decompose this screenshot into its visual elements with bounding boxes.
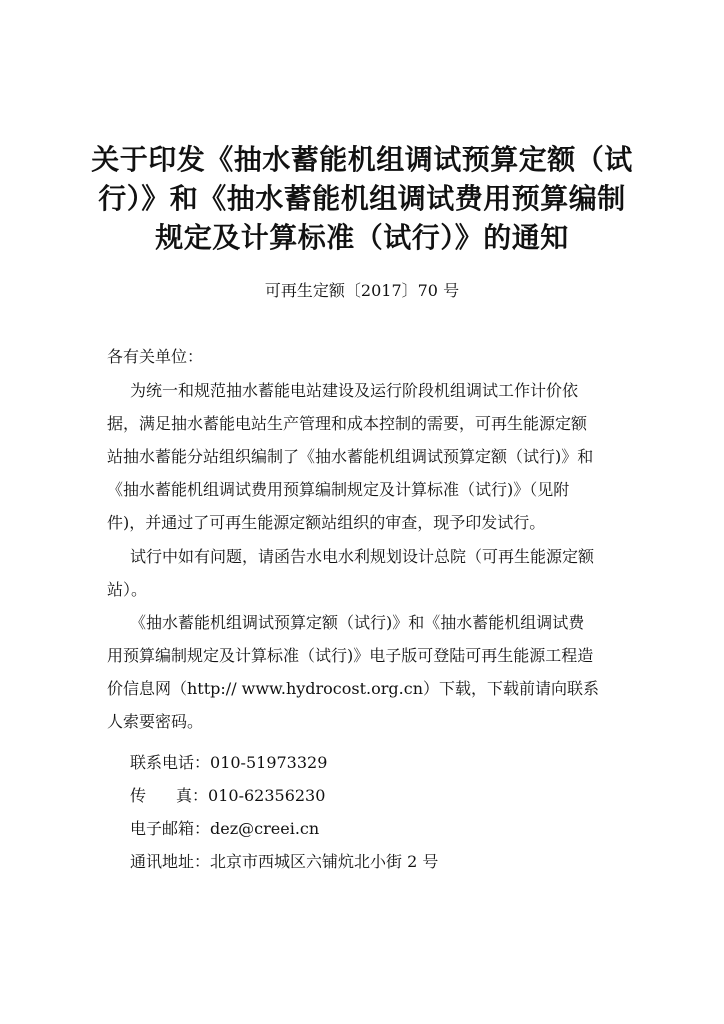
- contact-fax-label-first: 传: [130, 786, 177, 805]
- paragraph-line: 人索要密码。: [107, 712, 204, 731]
- contact-fax-label: [130, 785, 208, 807]
- paragraph-purpose: [107, 374, 627, 539]
- contact-address-label: 通讯地址：: [130, 852, 211, 871]
- contact-phone-label: 联系电话：: [130, 753, 211, 772]
- title-line-2: 行）》和《抽水蓄能机组调试费用预算编制: [98, 182, 626, 215]
- contact-fax-label-rest: 真：: [176, 786, 209, 805]
- document-number: 可再生定额〔2017〕70 号: [264, 281, 460, 300]
- contact-phone-value: 010-51973329: [210, 753, 328, 772]
- paragraph-line: 站抽水蓄能分站组织编制了《抽水蓄能机组调试预算定额（试行)》和: [107, 447, 594, 466]
- paragraph-line: 《抽水蓄能机组调试费用预算编制规定及计算标准（试行)》（见附: [107, 480, 570, 499]
- paragraph-line: 为统一和规范抽水蓄能电站建设及运行阶段机组调试工作计价依: [130, 381, 579, 400]
- salutation: 各有关单位：: [107, 347, 204, 366]
- contact-phone: [130, 752, 327, 774]
- contact-email-value: dez@creei.cn: [210, 819, 320, 838]
- paragraph-line: 《抽水蓄能机组调试预算定额（试行)》和《抽水蓄能机组调试费: [130, 613, 585, 632]
- document-title: [90, 140, 634, 257]
- contact-address-value: 北京市西城区六铺炕北小街 2 号: [210, 852, 439, 871]
- paragraph-download: [107, 606, 627, 738]
- contact-email-label: 电子邮箱：: [130, 819, 211, 838]
- paragraph-line: 试行中如有问题，请函告水电水利规划设计总院（可再生能源定额: [130, 547, 595, 566]
- paragraph-line: 件)，并通过了可再生能源定额站组织的审查，现予印发试行。: [107, 513, 546, 532]
- contact-address: [130, 851, 438, 873]
- paragraph-line: 用预算编制规定及计算标准（试行)》电子版可登陆可再生能源工程造: [107, 646, 594, 665]
- contact-fax-value: 010-62356230: [208, 786, 326, 805]
- title-line-3: 规定及计算标准（试行）》的通知: [155, 221, 569, 254]
- paragraph-line: 站）。: [107, 580, 148, 599]
- paragraph-line: 据，满足抽水蓄能电站生产管理和成本控制的需要，可再生能源定额: [107, 414, 588, 433]
- contact-fax: [130, 785, 325, 807]
- contact-email: [130, 818, 319, 840]
- paragraph-feedback: [107, 540, 627, 606]
- title-line-1: 关于印发《抽水蓄能机组调试预算定额（试: [91, 143, 633, 176]
- paragraph-line: 价信息网（http:// www.hydrocost.org.cn）下载，下载前请向联系: [107, 679, 600, 698]
